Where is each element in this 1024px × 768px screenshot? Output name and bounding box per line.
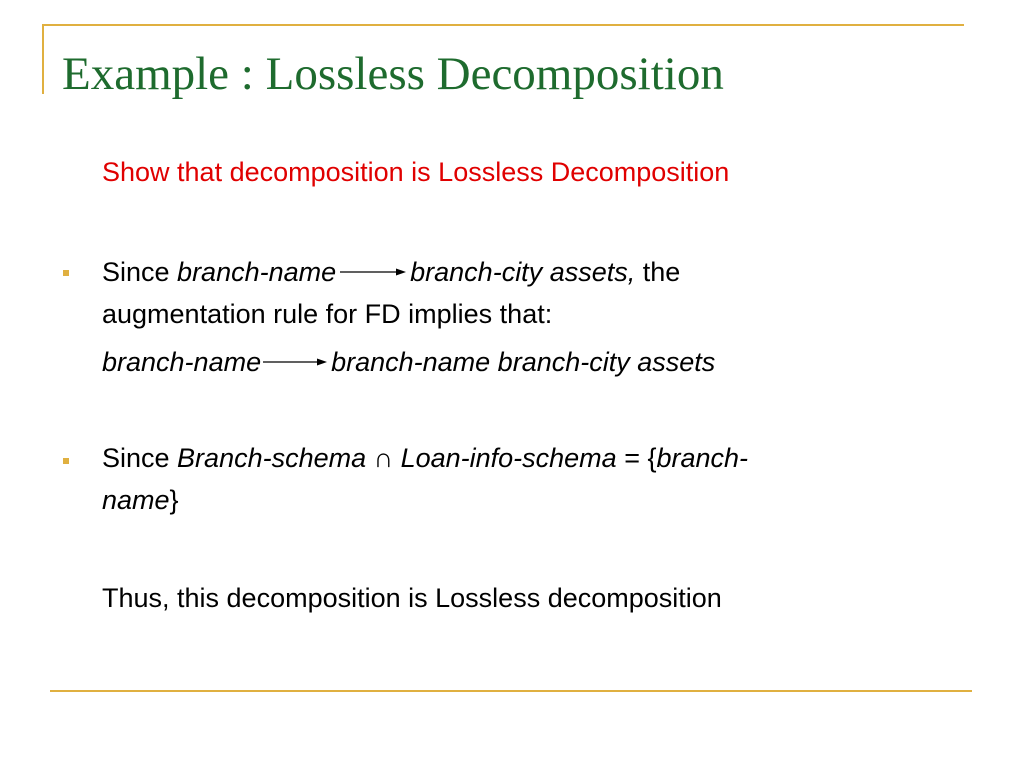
fd-lhs: branch-name [177, 257, 337, 287]
bullet-2-line-1 [102, 437, 748, 479]
schema-1: Branch-schema [177, 443, 367, 473]
frame-top-rule [42, 24, 964, 26]
attribute-part-1: branch- [656, 443, 749, 473]
frame-bottom-rule [50, 690, 972, 692]
bullet-1-line-1 [102, 251, 680, 293]
implied-lhs: branch-name [102, 347, 262, 377]
right-arrow-icon [261, 356, 331, 368]
slide-title: Example : Lossless Decomposition [62, 48, 724, 100]
bullet-square-icon [63, 270, 69, 276]
equals-open-brace: = { [616, 443, 657, 473]
conclusion-text: Thus, this decomposition is Lossless decomposition [102, 583, 722, 613]
attribute-part-2: name [102, 485, 170, 515]
bullet-1-line-2: augmentation rule for FD implies that: [102, 299, 553, 329]
bullet-square-icon [63, 458, 69, 464]
since-label: Since [102, 257, 178, 287]
implied-rhs: branch-name branch-city assets [331, 347, 716, 377]
bullet-1-rest: the [635, 257, 681, 287]
implied-fd [102, 341, 715, 383]
frame-left-rule [42, 24, 44, 94]
close-brace: } [169, 485, 179, 515]
since-label: Since [102, 443, 178, 473]
intersection-symbol: ∩ [366, 443, 401, 473]
bullet-2-line-2 [102, 479, 179, 521]
slide-subtitle: Show that decomposition is Lossless Decomposition [102, 157, 730, 187]
fd-rhs: branch-city assets, [410, 257, 636, 287]
right-arrow-icon [336, 266, 410, 278]
schema-2: Loan-info-schema [400, 443, 617, 473]
